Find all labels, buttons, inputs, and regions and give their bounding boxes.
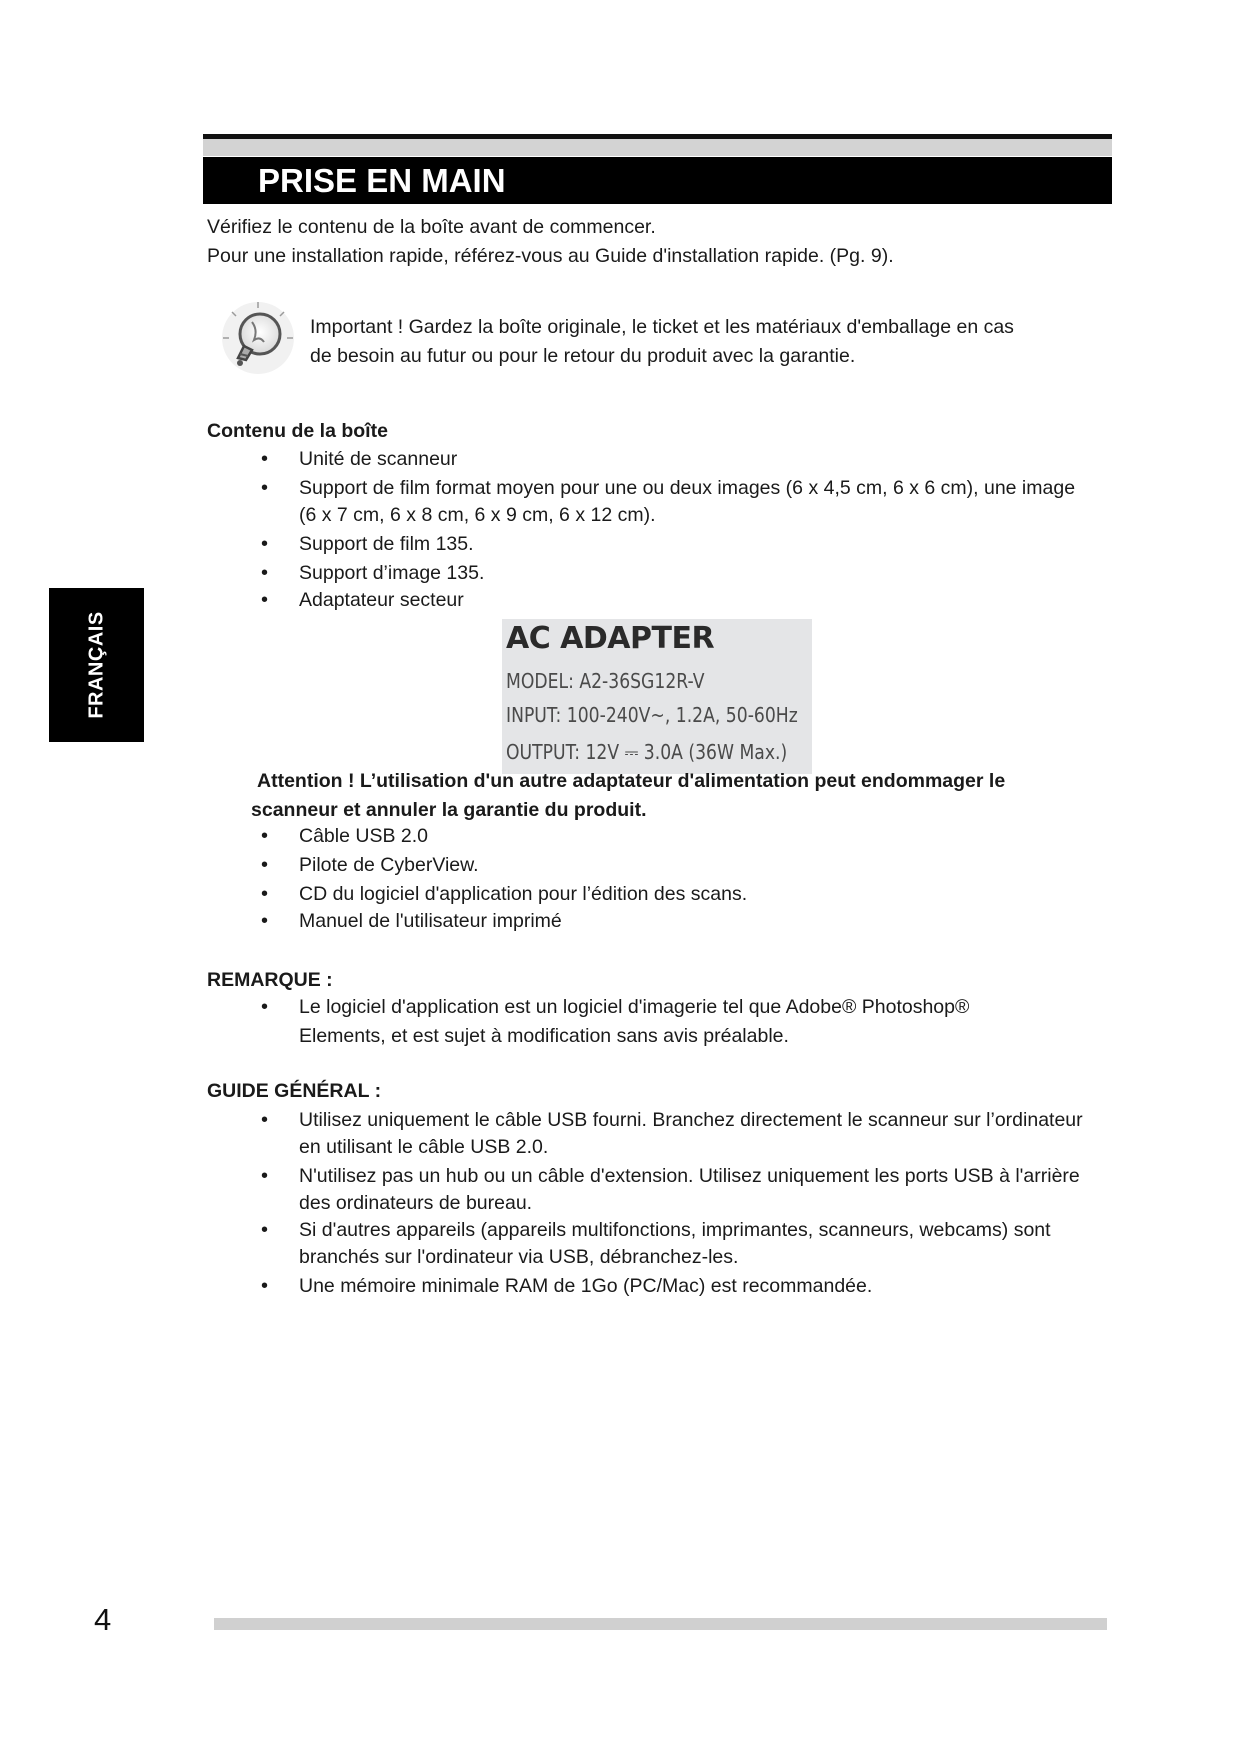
list-item: • CD du logiciel d'application pour l’édition des scans. — [261, 881, 1091, 908]
attention-line-2: scanneur et annuler la garantie du produit. — [251, 799, 647, 821]
page-number: 4 — [94, 1602, 112, 1637]
intro-line-1: Vérifiez le contenu de la boîte avant de commencer. — [207, 216, 656, 238]
important-line-2: de besoin au futur ou pour le retour du produit avec la garantie. — [310, 345, 856, 367]
list-item: • Unité de scanneur — [261, 446, 1091, 473]
guide-heading: GUIDE GÉNÉRAL : — [207, 1080, 382, 1102]
list-item: • Utilisez uniquement le câble USB fourni. Branchez directement le scanneur sur l’ordinateur en utilisant le câble USB 2.0. — [261, 1107, 1091, 1161]
contents-list-b — [261, 823, 1091, 935]
list-item: • Câble USB 2.0 — [261, 823, 1091, 850]
language-tab-label: FRANÇAIS — [85, 611, 107, 719]
list-item: • Support de film 135. — [261, 531, 1091, 558]
adapter-input: INPUT: 100-240V~, 1.2A, 50-60Hz — [506, 703, 798, 727]
intro-line-2: Pour une installation rapide, référez-vous au Guide d'installation rapide. (Pg. 9). — [207, 245, 894, 267]
list-item: • Manuel de l'utilisateur imprimé — [261, 908, 1091, 935]
list-item: • Support de film format moyen pour une ou deux images (6 x 4,5 cm, 6 x 6 cm), une image (6 x 7 cm, 6 x 8 cm, 6 x 9 cm, 6 x 12 cm). — [261, 475, 1091, 529]
adapter-title: AC ADAPTER — [506, 621, 715, 656]
remarque-list — [261, 993, 1051, 1051]
attention-line-1: Attention ! L’utilisation d'un autre adaptateur d'alimentation peut endommager le — [257, 770, 1006, 792]
page-title: PRISE EN MAIN — [203, 157, 1112, 204]
contents-heading: Contenu de la boîte — [207, 420, 388, 442]
list-item: • Le logiciel d'application est un logiciel d'imagerie tel que Adobe® Photoshop® Elements, et est sujet à modification sans avis préalable. — [261, 993, 1051, 1051]
remarque-heading: REMARQUE : — [207, 969, 333, 991]
header-grey-band — [203, 139, 1112, 156]
contents-list-a — [261, 446, 1091, 614]
adapter-output: OUTPUT: 12V ⎓ 3.0A (36W Max.) — [506, 740, 788, 764]
lightbulb-icon — [218, 300, 300, 382]
list-item: • Une mémoire minimale RAM de 1Go (PC/Mac) est recommandée. — [261, 1273, 1091, 1300]
adapter-model: MODEL: A2-36SG12R-V — [506, 669, 705, 693]
list-item: • Pilote de CyberView. — [261, 852, 1091, 879]
footer-bar — [214, 1618, 1107, 1630]
language-tab — [49, 588, 144, 742]
list-item: • Adaptateur secteur — [261, 587, 1091, 614]
list-item: • Support d’image 135. — [261, 560, 1091, 587]
important-line-1: Important ! Gardez la boîte originale, le ticket et les matériaux d'emballage en cas — [310, 316, 1014, 338]
list-item: • N'utilisez pas un hub ou un câble d'extension. Utilisez uniquement les ports USB à l'arrière des ordinateurs de bureau. — [261, 1163, 1091, 1217]
list-item: • Si d'autres appareils (appareils multifonctions, imprimantes, scanneurs, webcams) sont branchés sur l'ordinateur via USB, débranchez-les. — [261, 1217, 1091, 1271]
ac-adapter-label-image — [502, 619, 812, 774]
guide-list — [261, 1107, 1091, 1300]
